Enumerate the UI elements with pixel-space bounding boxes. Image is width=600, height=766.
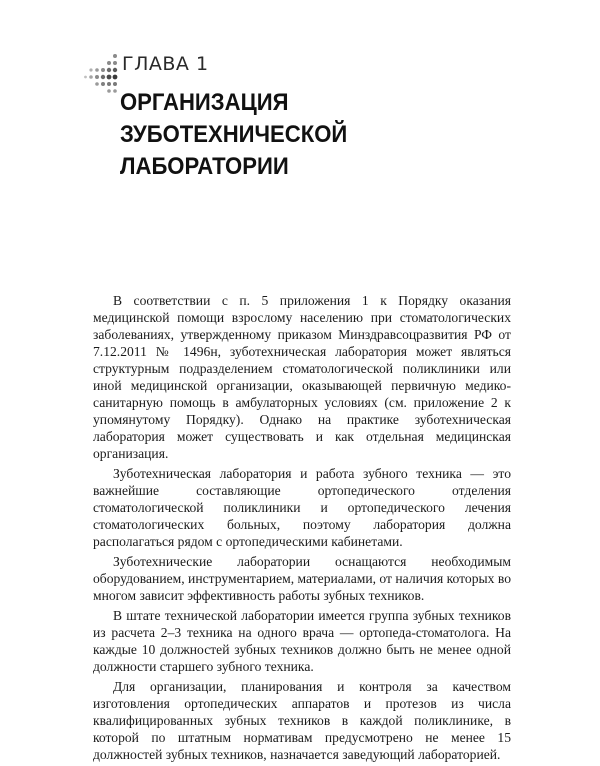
chapter-title: [120, 87, 488, 183]
chapter-title-line-1: ОРГАНИЗАЦИЯ ЗУБОТЕХНИЧЕСКОЙ: [120, 89, 348, 148]
chapter-body-text: [93, 292, 511, 766]
paragraph: Для организации, планирования и контроля за качеством изготовления ортопедических аппаратов и протезов из числа квалифицированных зубных техников в каждой поликлинике, в которой по штатным нормативам предусмотрено не менее 15 должностей зубных техников, назначается заведующий лабораторией.: [93, 679, 511, 762]
paragraph: Зуботехническая лаборатория и работа зубного техника — это важнейшие составляющие ортопедического отделения стоматологической поликлиники и ортопедического лечения стоматологических больных, поэтому лаборатория должна располагаться рядом с ортопедическими кабинетами.: [93, 466, 511, 549]
paragraph: В штате технической лаборатории имеется группа зубных техников из расчета 2–3 техника на одного врача — ортопеда-стоматолога. На каждые 10 должностей зубных техников должно быть не менее одной должности старшего зубного техника.: [93, 608, 511, 674]
decorative-dots-ornament: [84, 52, 118, 94]
chapter-number-label: ГЛАВА 1: [122, 53, 209, 75]
paragraph: Зуботехнические лаборатории оснащаются необходимым оборудованием, инструментарием, материалами, от наличия которых во многом зависит эффективность работы зубных техников.: [93, 554, 511, 603]
chapter-title-line-2: ЛАБОРАТОРИИ: [120, 153, 289, 180]
paragraph: В соответствии с п. 5 приложения 1 к Порядку оказания медицинской помощи взрослому населению при стоматологических заболеваниях, утвержденному приказом Минздравсоцразвития РФ от 7.12.2011 № 1496н, зуботехническая лаборатория может являться структурным подразделением стоматологической поликлиники или иной медицинской организации, оказывающей первичную медико-санитарную помощь в амбулаторных условиях (см. приложение 2 к упомянутому Порядку). Однако на практике зуботехническая лаборатория может существовать и как отдельная медицинская организация.: [93, 293, 511, 461]
